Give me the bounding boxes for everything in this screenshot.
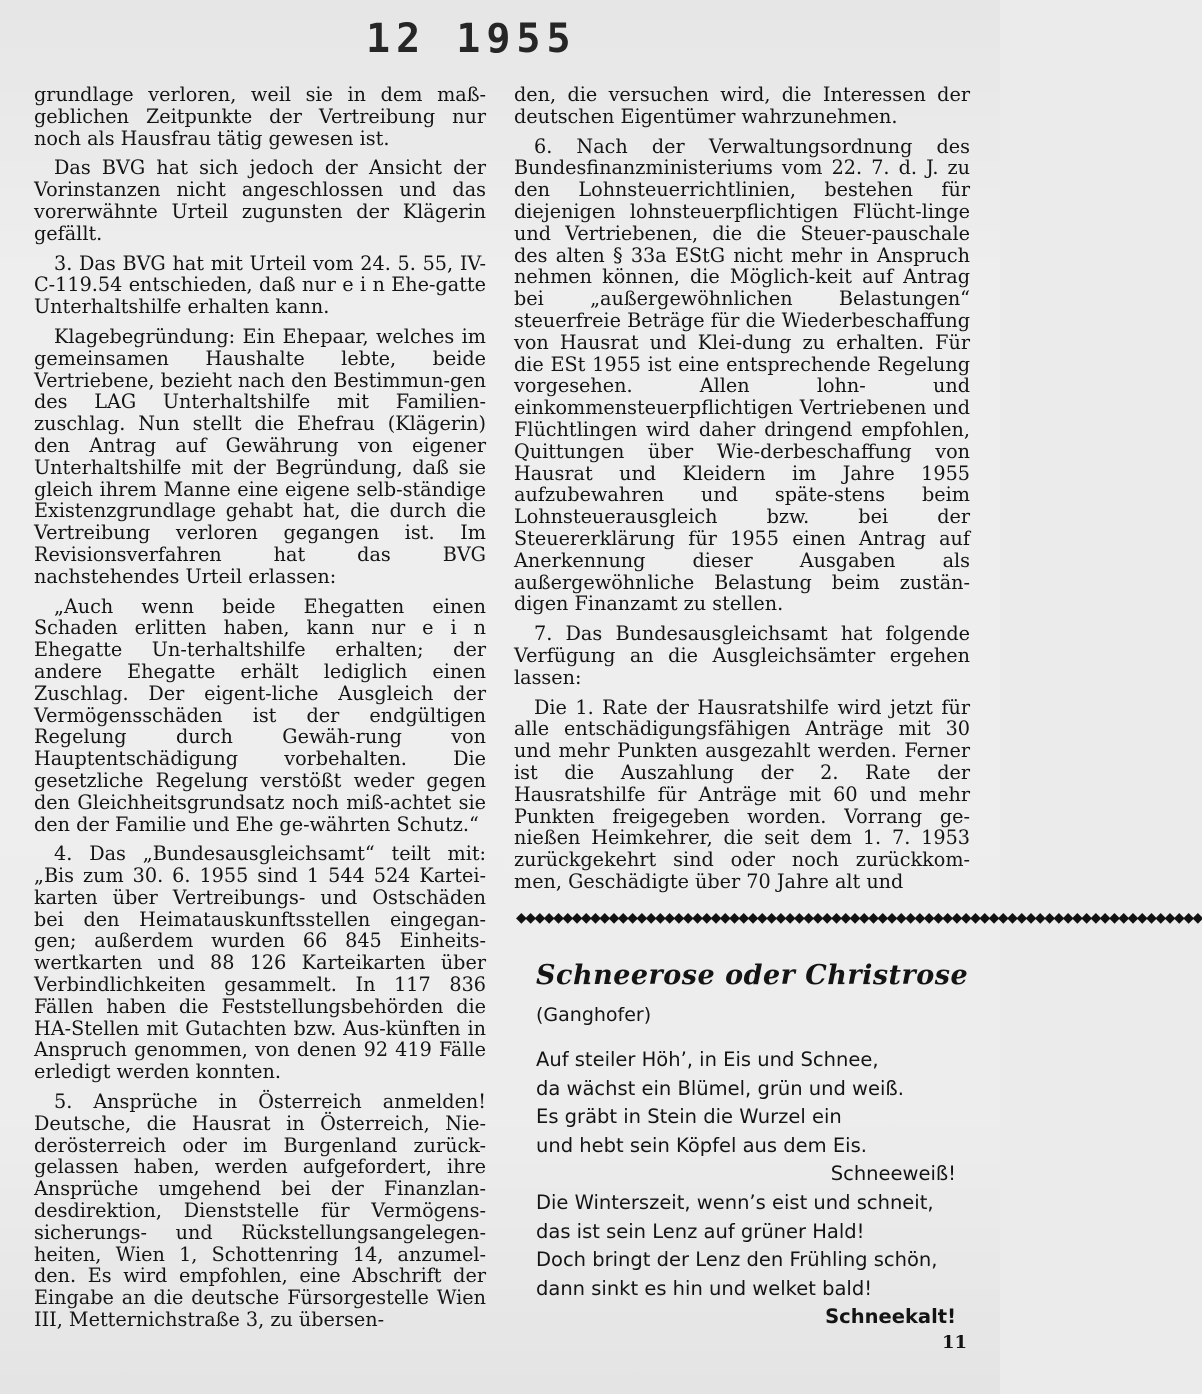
poem-title: Schneerose oder Christrose <box>536 960 969 991</box>
right-column <box>514 84 970 901</box>
paragraph: den, die versuchen wird, die Interessen der deutschen Eigentümer wahrzunehmen. <box>514 83 970 128</box>
poem-author: (Ganghofer) <box>536 1004 652 1026</box>
page-number: 11 <box>942 1332 968 1353</box>
ornamental-divider: ◆◆◆◆◆◆◆◆◆◆◆◆◆◆◆◆◆◆◆◆◆◆◆◆◆◆◆◆◆◆◆◆◆◆◆◆◆◆◆◆◆◆◆◆◆◆◆◆◆◆◆◆◆◆◆◆◆◆◆◆◆◆◆◆◆◆◆◆◆◆◆◆◆◆ <box>516 910 1202 926</box>
poem-line: Doch bringt der Lenz den Frühling schön, <box>536 1248 938 1272</box>
poem-refrain: Schneekalt! <box>825 1305 956 1329</box>
date-stamp: 12 1955 <box>366 16 577 62</box>
poem-line: dann sinkt es hin und welket bald! <box>536 1276 873 1300</box>
poem-line: Es gräbt in Stein die Wurzel ein <box>536 1105 842 1129</box>
poem-line: Auf steiler Höh’, in Eis und Schnee, <box>536 1048 879 1071</box>
paragraph: 7. Das Bundesausgleichsamt hat folgende Verfügung an die Ausgleichsämter ergehen lassen: <box>514 622 970 689</box>
paragraph: 3. Das BVG hat mit Urteil vom 24. 5. 55, IV-C-119.54 entschieden, daß nur e i n Ehe-gatte Unterhaltshilfe erhalten kann. <box>34 251 486 319</box>
paragraph: grundlage verloren, weil sie in dem maß-geblichen Zeitpunkte der Vertreibung nur noch als Hausfrau tätig gewesen ist. <box>34 83 486 150</box>
left-column <box>34 84 486 1339</box>
paragraph: Die 1. Rate der Hausratshilfe wird jetzt für alle entschädigungsfähigen Anträge mit 30 und mehr Punkten ausgezahlt werden. Ferner ist die Auszahlung der 2. Rate der Hausratshilfe für Anträge mit 60 und mehr Punkten freigegeben worden. Vorrang ge-nießen Heimkehrer, die seit dem 1. 7. 1953 zurückgekehrt sind oder noch zurückkom-men, Geschädigte über 70 Jahre alt und <box>514 695 970 893</box>
poem-line: da wächst ein Blümel, grün und weiß. <box>536 1076 904 1100</box>
poem-line: das ist sein Lenz auf grüner Hald! <box>536 1219 865 1243</box>
paragraph: 4. Das „Bundesausgleichsamt“ teilt mit: „Bis zum 30. 6. 1955 sind 1 544 524 Kartei-karten über Vertreibungs- und Ostschäden bei den Heimatauskunftsstellen eingegan-gen; außerdem wurden 66 845 Einheits-wertkarten und 88 126 Karteikarten über Verbindlichkeiten gesammelt. In 117 836 Fällen haben die Feststellungsbehörden die HA-Stellen mit Gutachten bzw. Aus-künften in Anspruch genommen, von denen 92 419 Fälle erledigt werden konnten. <box>34 842 486 1084</box>
paragraph: 5. Ansprüche in Österreich anmelden! Deutsche, die Hausrat in Österreich, Nie-derösterreich oder im Burgenland zurück-gelassen haben, werden aufgefordert, ihre Ansprüche umgehend bei der Finanzlan-desdirektion, Dienststelle für Vermögens-sicherungs- und Rückstellungsangelegen-heiten, Wien 1, Schottenring 14, anzumel-den. Es wird empfohlen, eine Abschrift der Eingabe an die deutsche Fürsorgestelle Wien III, Metternichstraße 3, zu übersen- <box>34 1090 486 1332</box>
poem-refrain: Schneeweiß! <box>830 1162 956 1186</box>
quote-paragraph: „Auch wenn beide Ehegatten einen Schaden erlitten haben, kann nur e i n Ehegatte Un-terhaltshilfe erhalten; der andere Ehegatte erhält lediglich einen Zuschlag. Der eigent-liche Ausgleich der Vermögensschäden ist der endgültigen Regelung durch Gewäh-rung von Hauptentschädigung vorbehalten. Die gesetzliche Regelung verstößt weder gegen den Gleichheitsgrundsatz noch miß-achtet sie den der Familie und Ehe ge-währten Schutz.“ <box>34 594 486 836</box>
poem-line: und hebt sein Köpfel aus dem Eis. <box>536 1133 867 1157</box>
poem-body <box>536 1046 956 1332</box>
paragraph: Das BVG hat sich jedoch der Ansicht der Vorinstanzen nicht angeschlossen und das vorerwähnte Urteil zugunsten der Klägerin gefällt. <box>34 156 486 245</box>
paragraph: 6. Nach der Verwaltungsordnung des Bundesfinanzministeriums vom 22. 7. d. J. zu den Lohnsteuerrichtlinien, bestehen für diejenigen lohnsteuerpflichtigen Flücht-linge und Vertriebenen, die die Steuer-pauschale des alten § 33a EStG nicht mehr in Anspruch nehmen können, die Möglich-keit auf Antrag bei „außergewöhnlichen Belastungen“ steuerfreie Beträge für die Wiederbeschaffung von Hausrat und Klei-dung zu erhalten. Für die ESt 1955 ist eine entsprechende Regelung vorgesehen. Allen lohn- und einkommensteuerpflichtigen Vertriebenen und Flüchtlingen wird daher dringend empfohlen, Quittungen über Wie-derbeschaffung von Hausrat und Kleidern im Jahre 1955 aufzubewahren und späte-stens beim Lohnsteuerausgleich bzw. bei der Steuererklärung für 1955 einen Antrag auf Anerkennung dieser Ausgaben als außergewöhnliche Belastung beim zustän-digen Finanzamt zu stellen. <box>514 134 970 616</box>
paragraph: Klagebegründung: Ein Ehepaar, welches im gemeinsamen Haushalte lebte, beide Vertriebene, bezieht nach den Bestimmun-gen des LAG Unterhaltshilfe mit Familien-zuschlag. Nun stellt die Ehefrau (Klägerin) den Antrag auf Gewährung von eigener Unterhaltshilfe mit der Begründung, daß sie gleich ihrem Manne eine eigene selb-ständige Existenzgrundlage gehabt hat, die durch die Vertreibung verloren gegangen ist. Im Revisionsverfahren hat das BVG nachstehendes Urteil erlassen: <box>34 324 486 588</box>
poem-line: Die Winterszeit, wenn’s eist und schneit, <box>536 1190 934 1214</box>
